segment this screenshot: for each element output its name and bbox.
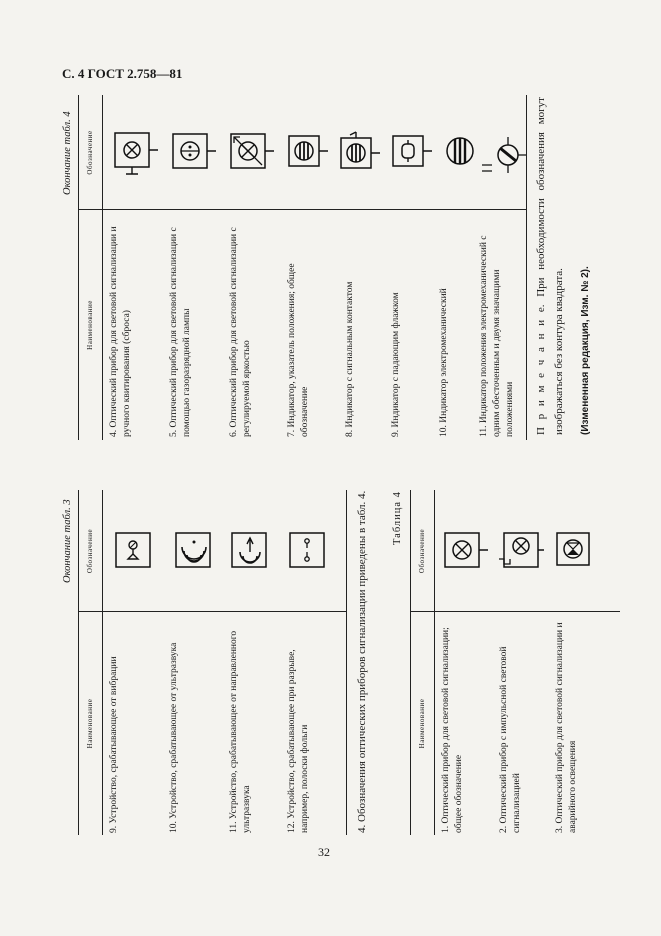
table3-col-name: Наименование: [86, 698, 94, 749]
table4-row-1: 1. Оптический прибор для световой сигнализации; общее обозначение: [441, 627, 464, 833]
table4-end-col-name: Наименование: [86, 300, 94, 350]
ultrasound-device-icon: [175, 532, 211, 568]
falling-flag-indicator-icon: [392, 135, 432, 167]
table3-row-11: 11. Устройство, срабатывающее от направленного ультразвука: [229, 630, 252, 833]
rotated-page-content: [60, 95, 620, 885]
table4-caption: Таблица 4: [392, 491, 403, 545]
page-number: 32: [318, 845, 330, 859]
lamp-with-reset-icon: [114, 131, 158, 175]
table3-col-symbol: Обозначение: [86, 528, 94, 574]
directed-ultrasound-device-icon: [231, 532, 267, 568]
table4-row-11: 11. Индикатор положения электромеханический с одним обесточенным и двумя значащими положениями: [479, 235, 515, 437]
table4-note: П р и м е ч а н и е. При необходимости обозначения могут изображаться без контура квадрата.: [535, 97, 565, 435]
table4-end-col-symbol: Обозначение: [86, 130, 94, 175]
table4-row-8: 8. Индикатор с сигнальным контактом: [345, 281, 355, 437]
page-header: С. 4 ГОСТ 2.758—81: [62, 66, 183, 81]
table3-row-10: 10. Устройство, срабатывающее от ультразвука: [169, 642, 179, 833]
position-indicator-icon: [288, 135, 328, 167]
table3-row-12: 12. Устройство, срабатывающее при разрыве, например, полоски фольги: [287, 649, 310, 833]
table4-col-symbol: Обозначение: [418, 528, 426, 574]
table4-row-6: 6. Оптический прибор для световой сигнализации с регулируемой яркостью: [229, 227, 252, 437]
rupture-device-icon: [289, 532, 325, 568]
indicator-with-contact-icon: [340, 131, 380, 169]
paragraph-4: 4. Обозначения оптических приборов сигнализации приведены в табл. 4.: [356, 490, 368, 833]
position-indicator-three-state-icon: [480, 135, 526, 179]
table3-row-9: 9. Устройство, срабатывающее от вибрации: [109, 656, 119, 833]
table4-row-2: 2. Оптический прибор с импульсной световой сигнализацией: [499, 646, 522, 833]
signal-lamp-icon: [444, 532, 488, 568]
table4-row-5: 5. Оптический прибор для световой сигнализации с помощью газоразрядной лампы: [169, 227, 192, 437]
table4-row-4: 4. Оптический прибор для световой сигнализации и ручного квитирования (сброса): [109, 226, 132, 437]
electromechanical-indicator-icon: [444, 135, 476, 167]
table4-row-3: 3. Оптический прибор для световой сигнализации и аварийного освещения: [555, 622, 578, 833]
table4-end-caption: Окончание табл. 4: [62, 111, 73, 195]
table4-row-9: 9. Индикатор с падающим флажком: [391, 292, 401, 437]
amendment-note: (Измененная редакция, Изм. № 2).: [580, 266, 591, 435]
table3-caption: Окончание табл. 3: [62, 499, 73, 583]
vibration-device-icon: [115, 532, 151, 568]
dimmable-lamp-icon: [230, 133, 274, 169]
emergency-lamp-icon: [556, 532, 590, 566]
table4-row-7: 7. Индикатор, указатель положения; общее обозначение: [287, 263, 310, 437]
table4-row-10: 10. Индикатор электромеханический: [439, 288, 449, 437]
gas-discharge-lamp-icon: [172, 133, 216, 169]
pulse-signal-lamp-icon: [498, 532, 544, 568]
table4-col-name: Наименование: [418, 698, 426, 749]
